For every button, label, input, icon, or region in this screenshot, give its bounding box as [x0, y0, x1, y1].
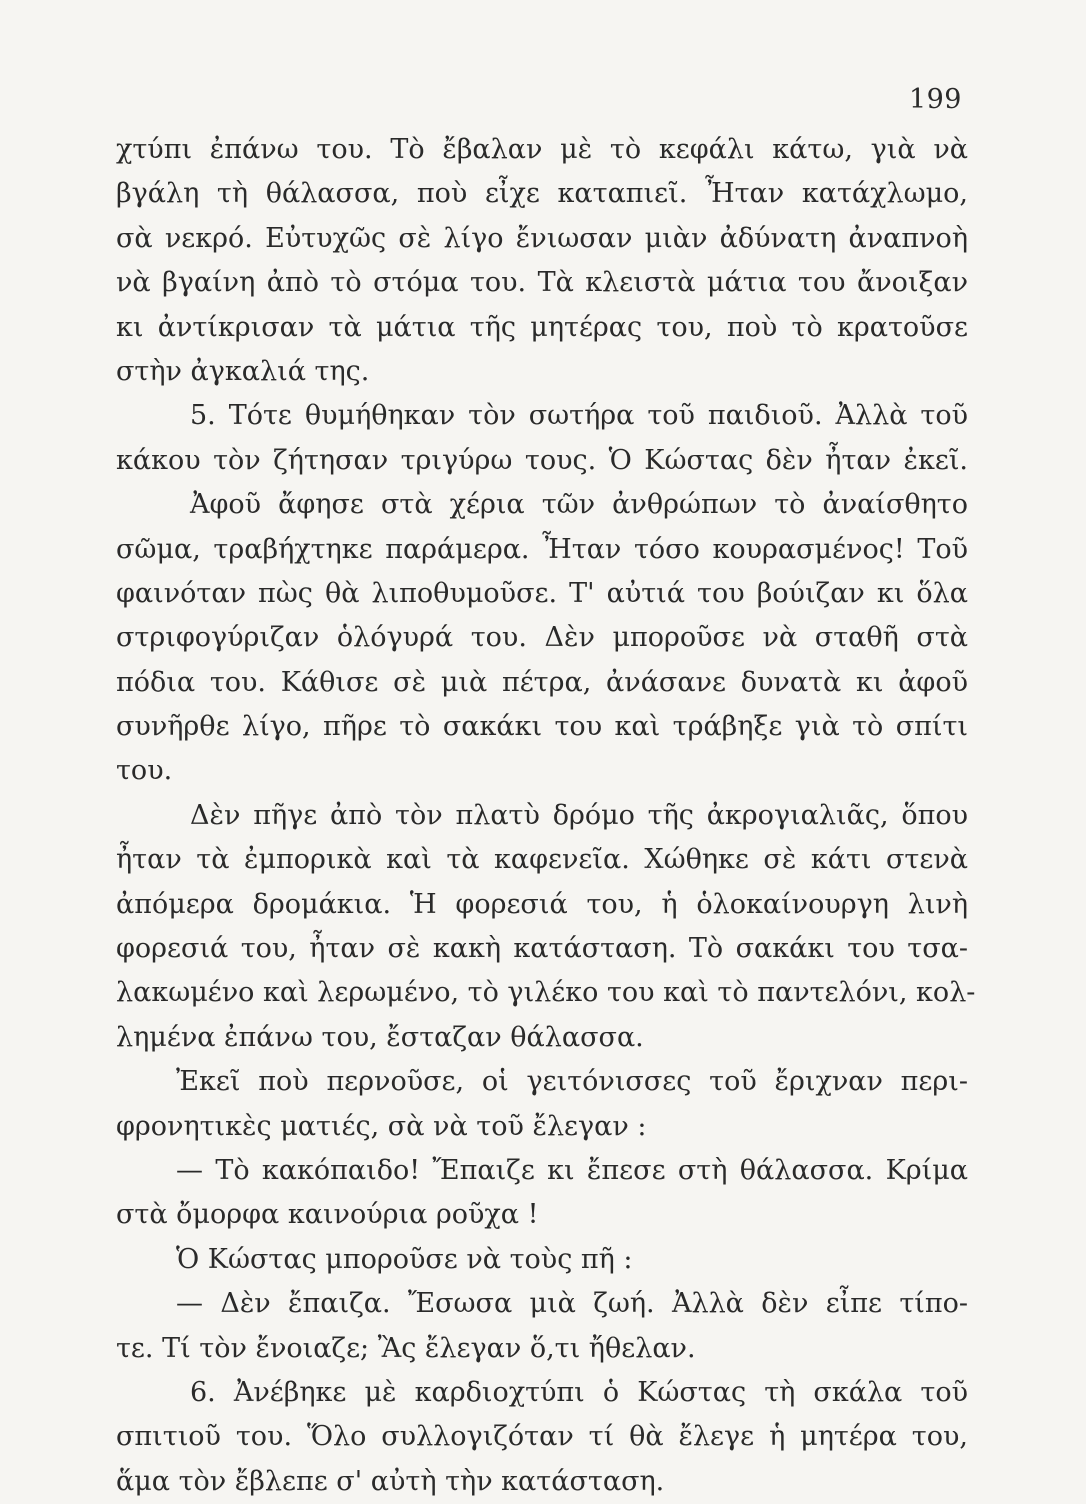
text-line: λακωμένο καὶ λερωμένο, τὸ γιλέκο του καὶ τὸ παντελόνι, κολ- — [116, 977, 976, 1009]
paragraph-start-line: 6. Ἀνέβηκε μὲ καρδιοχτύπι ὁ Κώστας τὴ σκάλα τοῦ — [190, 1376, 968, 1408]
body-text — [116, 128, 976, 1504]
paragraph-start-line: Ὁ Κώστας μποροῦσε νὰ τοὺς πῆ : — [176, 1243, 633, 1275]
dialogue-line: — Δὲν ἔπαιζα. Ἔσωσα μιὰ ζωή. Ἀλλὰ δὲν εἶπε τίπο- — [176, 1288, 968, 1320]
text-line: ἀπόμερα δρομάκια. Ἡ φορεσιά του, ἡ ὁλοκαίνουργη λινὴ — [116, 888, 968, 920]
text-line: σὰ νεκρό. Εὐτυχῶς σὲ λίγο ἔνιωσαν μιὰν ἀδύνατη ἀναπνοὴ — [116, 222, 968, 254]
text-line: φορεσιά του, ἦταν σὲ κακὴ κατάσταση. Τὸ σακάκι του τσα- — [116, 933, 968, 965]
text-line: Ἀφοῦ ἄφησε στὰ χέρια τῶν ἀνθρώπων τὸ ἀναίσθητο — [190, 489, 968, 521]
text-line: πόδια του. Κάθισε σὲ μιὰ πέτρα, ἀνάσανε δυνατὰ κι ἀφοῦ — [116, 666, 968, 698]
text-line: φαινόταν πὼς θὰ λιποθυμοῦσε. Τ' αὐτιά του βούιζαν κι ὅλα — [116, 577, 968, 609]
text-line: συνῆρθε λίγο, πῆρε τὸ σακάκι του καὶ τράβηξε γιὰ τὸ σπίτι — [116, 711, 968, 743]
text-line: του. — [116, 755, 173, 787]
paragraph-start-line: Ἐκεῖ ποὺ περνοῦσε, οἱ γειτόνισσες τοῦ ἔριχναν περι- — [176, 1066, 968, 1098]
text-line: κι ἀντίκρισαν τὰ μάτια τῆς μητέρας του, ποὺ τὸ κρατοῦσε — [116, 311, 968, 343]
text-line: ἦταν τὰ ἐμπορικὰ καὶ τὰ καφενεῖα. Χώθηκε σὲ κάτι στενὰ — [116, 844, 968, 876]
text-line: ἅμα τὸν ἔβλεπε σ' αὐτὴ τὴν κατάσταση. — [116, 1465, 665, 1497]
page-number: 199 — [908, 84, 962, 115]
paragraph-start-line: 5. Τότε θυμήθηκαν τὸν σωτήρα τοῦ παιδιοῦ. Ἀλλὰ τοῦ — [190, 400, 968, 432]
dialogue-line: — Τὸ κακόπαιδο! Ἔπαιζε κι ἔπεσε στὴ θάλασσα. Κρίμα — [176, 1154, 968, 1186]
text-line: τε. Τί τὸν ἔνοιαζε; Ἂς ἔλεγαν ὅ,τι ἤθελαν. — [116, 1332, 696, 1364]
text-line: σῶμα, τραβήχτηκε παράμερα. Ἦταν τόσο κουρασμένος! Τοῦ — [116, 533, 968, 565]
text-line: νὰ βγαίνη ἀπὸ τὸ στόμα του. Τὰ κλειστὰ μάτια του ἄνοιξαν — [116, 267, 968, 299]
text-line: κάκου τὸν ζήτησαν τριγύρω τους. Ὁ Κώστας δὲν ἦταν ἐκεῖ. — [116, 444, 968, 476]
text-line: στριφογύριζαν ὁλόγυρά του. Δὲν μποροῦσε νὰ σταθῆ στὰ — [116, 622, 968, 654]
text-line: φρονητικὲς ματιές, σὰ νὰ τοῦ ἔλεγαν : — [116, 1110, 647, 1142]
text-line: στὰ ὄμορφα καινούρια ροῦχα ! — [116, 1199, 539, 1231]
paragraph-start-line: Δὲν πῆγε ἀπὸ τὸν πλατὺ δρόμο τῆς ἀκρογιαλιᾶς, ὅπου — [190, 799, 968, 831]
text-line: βγάλη τὴ θάλασσα, ποὺ εἶχε καταπιεῖ. Ἦταν κατάχλωμο, — [116, 178, 968, 210]
text-line: λημένα ἐπάνω του, ἔσταζαν θάλασσα. — [116, 1021, 644, 1053]
text-line: σπιτιοῦ του. Ὅλο συλλογιζόταν τί θὰ ἔλεγε ἡ μητέρα του, — [116, 1421, 968, 1453]
text-line: χτύπι ἐπάνω του. Τὸ ἔβαλαν μὲ τὸ κεφάλι κάτω, γιὰ νὰ — [116, 134, 968, 165]
text-line: στὴν ἀγκαλιά της. — [116, 355, 370, 387]
